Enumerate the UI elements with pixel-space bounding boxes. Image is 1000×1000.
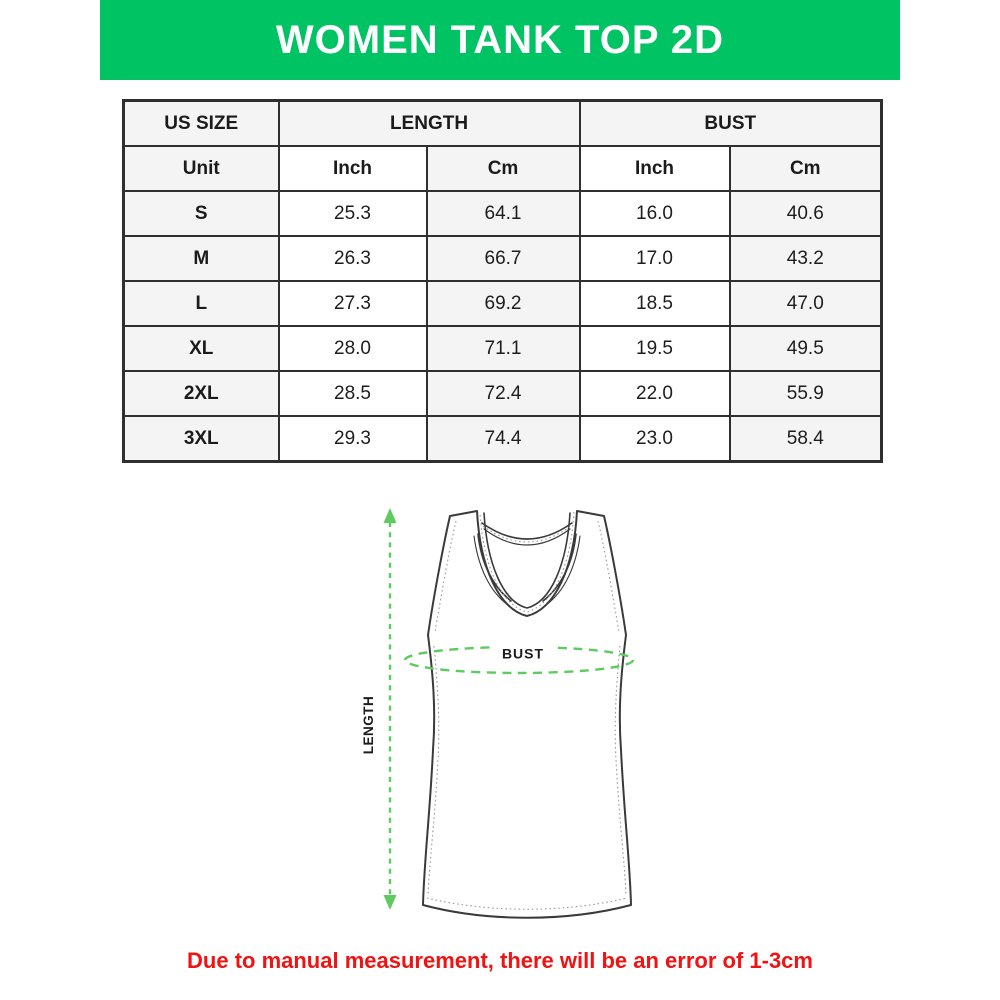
length-inch-cell: 29.3 [279,416,427,462]
length-axis-label: LENGTH [361,695,376,755]
length-cm-cell: 66.7 [427,236,580,281]
bust-inch-cell: 17.0 [580,236,730,281]
arrow-down-icon [384,895,397,910]
unit-header-row [124,146,882,191]
size-chart-section [122,99,880,463]
bust-header: BUST [580,101,882,147]
page-title: WOMEN TANK TOP 2D [275,17,725,62]
size-cell: 3XL [124,416,279,462]
bust-axis-label: BUST [501,645,545,662]
unit-label: Unit [124,146,279,191]
length-inch-cell: 27.3 [279,281,427,326]
length-cm-cell: 64.1 [427,191,580,236]
arrow-up-icon [384,508,397,523]
bust-cm-label: Cm [730,146,882,191]
length-cm-cell: 74.4 [427,416,580,462]
tank-outline [423,511,631,918]
length-cm-cell: 72.4 [427,371,580,416]
size-cell: S [124,191,279,236]
size-cell: M [124,236,279,281]
bust-cm-cell: 47.0 [730,281,882,326]
length-cm-label: Cm [427,146,580,191]
length-inch-cell: 25.3 [279,191,427,236]
tank-top-diagram [355,498,665,932]
length-cm-cell: 69.2 [427,281,580,326]
size-row [124,326,882,371]
size-row [124,191,882,236]
bust-inch-cell: 18.5 [580,281,730,326]
length-inch-cell: 28.5 [279,371,427,416]
title-banner [100,0,900,80]
length-inch-label: Inch [279,146,427,191]
size-chart-table [122,99,883,463]
length-inch-cell: 28.0 [279,326,427,371]
size-cell: 2XL [124,371,279,416]
size-row [124,371,882,416]
bust-cm-cell: 49.5 [730,326,882,371]
length-header: LENGTH [279,101,580,147]
us-size-header: US SIZE [124,101,279,147]
size-row [124,281,882,326]
bust-inch-cell: 19.5 [580,326,730,371]
bust-cm-cell: 55.9 [730,371,882,416]
size-row [124,416,882,462]
bust-inch-cell: 23.0 [580,416,730,462]
bust-inch-cell: 16.0 [580,191,730,236]
measurement-error-note: Due to manual measurement, there will be an error of 1-3cm [187,948,813,973]
tank-top-outline-group [423,511,631,918]
bust-cm-cell: 40.6 [730,191,882,236]
size-cell: L [124,281,279,326]
length-inch-cell: 26.3 [279,236,427,281]
bust-cm-cell: 43.2 [730,236,882,281]
group-header-row [124,101,882,147]
length-cm-cell: 71.1 [427,326,580,371]
size-cell: XL [124,326,279,371]
bust-cm-cell: 58.4 [730,416,882,462]
size-row [124,236,882,281]
bust-inch-label: Inch [580,146,730,191]
length-arrow [384,508,397,910]
bust-inch-cell: 22.0 [580,371,730,416]
